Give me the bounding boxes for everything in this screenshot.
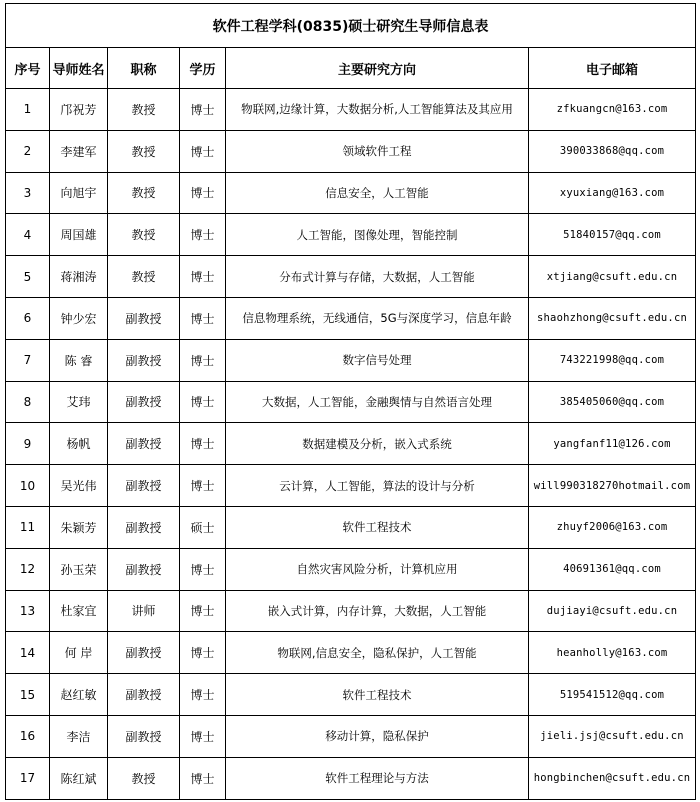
cell-no: 13 xyxy=(6,590,50,632)
cell-email: xyuxiang@163.com xyxy=(529,172,696,214)
cell-no: 1 xyxy=(6,89,50,131)
cell-no: 16 xyxy=(6,715,50,757)
table-row xyxy=(6,89,696,131)
cell-advisor-name: 杜家宜 xyxy=(50,590,108,632)
header-title: 职称 xyxy=(108,48,180,89)
table-row xyxy=(6,590,696,632)
cell-degree: 博士 xyxy=(180,590,226,632)
cell-advisor-name: 艾玮 xyxy=(50,381,108,423)
header-row xyxy=(6,48,696,89)
table-row xyxy=(6,715,696,757)
cell-research: 信息物理系统，无线通信，5G与深度学习，信息年龄 xyxy=(226,297,529,339)
advisor-table xyxy=(5,3,696,800)
cell-no: 5 xyxy=(6,256,50,298)
cell-title: 副教授 xyxy=(108,674,180,716)
cell-degree: 博士 xyxy=(180,256,226,298)
title-row xyxy=(6,4,696,48)
cell-degree: 博士 xyxy=(180,89,226,131)
cell-advisor-name: 李洁 xyxy=(50,715,108,757)
cell-email: 519541512@qq.com xyxy=(529,674,696,716)
cell-research: 软件工程技术 xyxy=(226,506,529,548)
cell-email: xtjiang@csuft.edu.cn xyxy=(529,256,696,298)
cell-email: 743221998@qq.com xyxy=(529,339,696,381)
cell-advisor-name: 邝祝芳 xyxy=(50,89,108,131)
cell-no: 9 xyxy=(6,423,50,465)
cell-degree: 硕士 xyxy=(180,506,226,548)
table-row xyxy=(6,674,696,716)
cell-email: 51840157@qq.com xyxy=(529,214,696,256)
table-row xyxy=(6,757,696,799)
cell-research: 自然灾害风险分析，计算机应用 xyxy=(226,548,529,590)
cell-research: 数据建模及分析，嵌入式系统 xyxy=(226,423,529,465)
cell-degree: 博士 xyxy=(180,757,226,799)
cell-no: 10 xyxy=(6,465,50,507)
cell-email: 390033868@qq.com xyxy=(529,130,696,172)
cell-research: 云计算，人工智能，算法的设计与分析 xyxy=(226,465,529,507)
cell-email: yangfanf11@126.com xyxy=(529,423,696,465)
cell-no: 8 xyxy=(6,381,50,423)
cell-email: zhuyf2006@163.com xyxy=(529,506,696,548)
cell-email: zfkuangcn@163.com xyxy=(529,89,696,131)
cell-research: 移动计算，隐私保护 xyxy=(226,715,529,757)
table-row xyxy=(6,465,696,507)
cell-degree: 博士 xyxy=(180,674,226,716)
cell-degree: 博士 xyxy=(180,172,226,214)
cell-email: dujiayi@csuft.edu.cn xyxy=(529,590,696,632)
cell-email: hongbinchen@csuft.edu.cn xyxy=(529,757,696,799)
cell-no: 7 xyxy=(6,339,50,381)
table-row xyxy=(6,381,696,423)
cell-email: will990318270hotmail.com xyxy=(529,465,696,507)
cell-research: 软件工程理论与方法 xyxy=(226,757,529,799)
table-row xyxy=(6,548,696,590)
table-row xyxy=(6,632,696,674)
cell-advisor-name: 杨帆 xyxy=(50,423,108,465)
table-row xyxy=(6,172,696,214)
cell-no: 4 xyxy=(6,214,50,256)
cell-advisor-name: 赵红敏 xyxy=(50,674,108,716)
cell-title: 教授 xyxy=(108,214,180,256)
cell-research: 大数据，人工智能，金融舆情与自然语言处理 xyxy=(226,381,529,423)
cell-no: 2 xyxy=(6,130,50,172)
cell-no: 3 xyxy=(6,172,50,214)
cell-email: jieli.jsj@csuft.edu.cn xyxy=(529,715,696,757)
cell-no: 17 xyxy=(6,757,50,799)
cell-email: heanholly@163.com xyxy=(529,632,696,674)
cell-degree: 博士 xyxy=(180,381,226,423)
table-row xyxy=(6,506,696,548)
cell-title: 教授 xyxy=(108,130,180,172)
table-row xyxy=(6,423,696,465)
cell-no: 12 xyxy=(6,548,50,590)
header-email: 电子邮箱 xyxy=(529,48,696,89)
cell-advisor-name: 向旭宇 xyxy=(50,172,108,214)
cell-degree: 博士 xyxy=(180,297,226,339)
cell-degree: 博士 xyxy=(180,339,226,381)
cell-research: 人工智能，图像处理，智能控制 xyxy=(226,214,529,256)
cell-no: 14 xyxy=(6,632,50,674)
cell-title: 讲师 xyxy=(108,590,180,632)
cell-degree: 博士 xyxy=(180,130,226,172)
cell-title: 副教授 xyxy=(108,297,180,339)
cell-degree: 博士 xyxy=(180,423,226,465)
cell-advisor-name: 钟少宏 xyxy=(50,297,108,339)
cell-title: 教授 xyxy=(108,256,180,298)
cell-advisor-name: 陈 睿 xyxy=(50,339,108,381)
cell-research: 数字信号处理 xyxy=(226,339,529,381)
cell-research: 信息安全，人工智能 xyxy=(226,172,529,214)
header-name: 导师姓名 xyxy=(50,48,108,89)
cell-degree: 博士 xyxy=(180,214,226,256)
table-row xyxy=(6,214,696,256)
table-row xyxy=(6,256,696,298)
cell-advisor-name: 何 岸 xyxy=(50,632,108,674)
cell-degree: 博士 xyxy=(180,548,226,590)
cell-research: 软件工程技术 xyxy=(226,674,529,716)
header-no: 序号 xyxy=(6,48,50,89)
table-row xyxy=(6,130,696,172)
cell-title: 教授 xyxy=(108,757,180,799)
cell-advisor-name: 朱颖芳 xyxy=(50,506,108,548)
cell-degree: 博士 xyxy=(180,715,226,757)
cell-email: 40691361@qq.com xyxy=(529,548,696,590)
cell-title: 副教授 xyxy=(108,715,180,757)
cell-no: 6 xyxy=(6,297,50,339)
cell-advisor-name: 陈红斌 xyxy=(50,757,108,799)
cell-advisor-name: 周国雄 xyxy=(50,214,108,256)
cell-title: 副教授 xyxy=(108,339,180,381)
cell-email: shaohzhong@csuft.edu.cn xyxy=(529,297,696,339)
header-degree: 学历 xyxy=(180,48,226,89)
cell-email: 385405060@qq.com xyxy=(529,381,696,423)
cell-title: 副教授 xyxy=(108,632,180,674)
cell-title: 副教授 xyxy=(108,381,180,423)
table-row xyxy=(6,339,696,381)
cell-advisor-name: 蒋湘涛 xyxy=(50,256,108,298)
cell-research: 分布式计算与存储，大数据，人工智能 xyxy=(226,256,529,298)
cell-no: 15 xyxy=(6,674,50,716)
cell-title: 教授 xyxy=(108,172,180,214)
cell-no: 11 xyxy=(6,506,50,548)
cell-advisor-name: 李建军 xyxy=(50,130,108,172)
cell-advisor-name: 吴光伟 xyxy=(50,465,108,507)
cell-research: 物联网,信息安全，隐私保护，人工智能 xyxy=(226,632,529,674)
cell-research: 物联网,边缘计算，大数据分析,人工智能算法及其应用 xyxy=(226,89,529,131)
cell-degree: 博士 xyxy=(180,465,226,507)
header-research: 主要研究方向 xyxy=(226,48,529,89)
cell-title: 教授 xyxy=(108,89,180,131)
cell-degree: 博士 xyxy=(180,632,226,674)
cell-research: 嵌入式计算，内存计算，大数据，人工智能 xyxy=(226,590,529,632)
table-row xyxy=(6,297,696,339)
cell-title: 副教授 xyxy=(108,465,180,507)
cell-research: 领域软件工程 xyxy=(226,130,529,172)
table-title: 软件工程学科(0835)硕士研究生导师信息表 xyxy=(6,4,696,48)
cell-title: 副教授 xyxy=(108,548,180,590)
advisor-info-sheet xyxy=(5,3,695,800)
cell-title: 副教授 xyxy=(108,506,180,548)
cell-title: 副教授 xyxy=(108,423,180,465)
cell-advisor-name: 孙玉荣 xyxy=(50,548,108,590)
